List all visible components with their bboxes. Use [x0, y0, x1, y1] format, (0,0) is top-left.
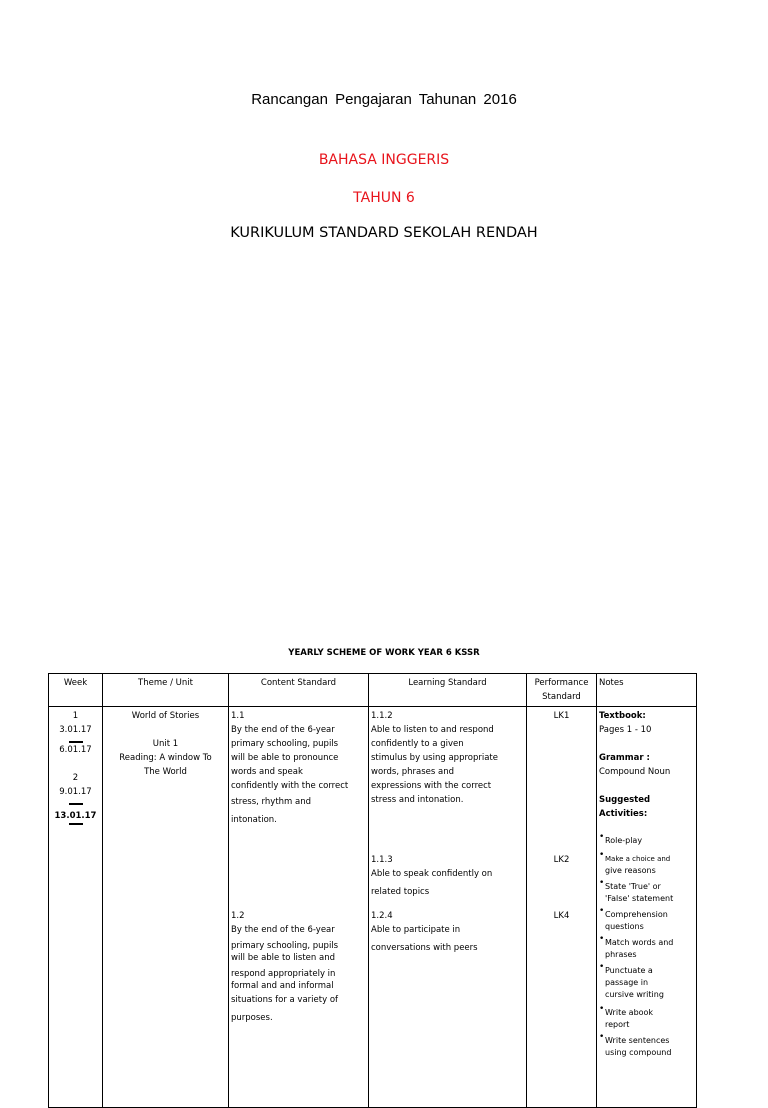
activity-text: give reasons [605, 866, 656, 875]
header-content-standard: Content Standard [229, 674, 369, 707]
content-text: intonation. [231, 815, 277, 825]
activity-item [599, 962, 694, 1001]
activity-item [599, 832, 694, 847]
bullet-icon: • [599, 878, 605, 888]
activities-label: Suggested Activities: [599, 795, 651, 819]
learning-text: related topics [371, 887, 430, 897]
activity-text: Punctuate a [605, 966, 653, 975]
activity-text: Match words and [605, 938, 674, 947]
activity-text: phrases [605, 950, 637, 959]
header-notes: Notes [597, 674, 697, 707]
learning-standard-cell [369, 707, 527, 1108]
learning-text: expressions with the correct [371, 781, 492, 791]
activity-item [599, 850, 694, 877]
header-week: Week [49, 674, 103, 707]
content-text: By the end of the 6-year [231, 725, 335, 735]
content-code: 1.1 [231, 711, 245, 721]
header-learning-standard: Learning Standard [369, 674, 527, 707]
unit-label: Unit 1 [152, 739, 179, 749]
activity-text: passage in [605, 978, 649, 987]
bullet-icon: • [599, 1004, 605, 1014]
table-header-row [49, 674, 697, 707]
table-title: YEARLY SCHEME OF WORK YEAR 6 KSSR [288, 648, 480, 658]
learning-text: Able to participate in [371, 925, 461, 935]
table-row [49, 707, 697, 1108]
content-text: purposes. [231, 1013, 273, 1023]
content-text: respond appropriately in [231, 969, 336, 979]
bullet-icon: • [599, 962, 605, 972]
activity-text: Write sentences [605, 1036, 670, 1045]
activity-item [599, 878, 694, 905]
performance-level: LK1 [553, 711, 570, 721]
content-text: confidently with the correct [231, 781, 349, 791]
performance-level: LK4 [553, 911, 570, 921]
theme-cell [103, 707, 229, 1108]
bullet-icon: • [599, 906, 605, 916]
week-date: 3.01.17 [59, 725, 92, 735]
notes-cell [597, 707, 697, 1108]
unit-title: Reading: A window To [119, 753, 212, 763]
header-performance-standard: Performance Standard [527, 674, 597, 707]
textbook-label: Textbook: [599, 711, 646, 721]
activity-item [599, 1032, 694, 1059]
content-text: By the end of the 6-year [231, 925, 335, 935]
activity-text: State 'True' or [605, 882, 661, 891]
content-text: situations for a variety of [231, 995, 339, 1005]
content-standard-cell [229, 707, 369, 1108]
learning-text: stress and intonation. [371, 795, 464, 805]
grammar-value: Compound Noun [599, 767, 671, 777]
activity-text: Comprehension [605, 910, 668, 919]
activity-text: report [605, 1020, 630, 1029]
performance-level: LK2 [553, 855, 570, 865]
bullet-icon: • [599, 850, 605, 860]
content-text: formal and and informal [231, 981, 334, 991]
activity-text: Write abook [605, 1008, 654, 1017]
learning-text: words, phrases and [371, 767, 454, 777]
scheme-table [48, 673, 697, 1108]
document-title: Rancangan Pengajaran Tahunan 2016 [251, 91, 517, 108]
activity-text: questions [605, 922, 644, 931]
activity-text: 'False' statement [605, 894, 674, 903]
content-text: stress, rhythm and [231, 797, 312, 807]
dash-mark [69, 803, 83, 805]
curriculum-heading: KURIKULUM STANDARD SEKOLAH RENDAH [230, 225, 538, 241]
content-code: 1.2 [231, 911, 245, 921]
header-theme: Theme / Unit [103, 674, 229, 707]
week-number: 2 [72, 773, 79, 783]
bullet-icon: • [599, 934, 605, 944]
performance-standard-cell [527, 707, 597, 1108]
year-heading: TAHUN 6 [353, 190, 415, 206]
content-text: will be able to listen and [231, 953, 335, 963]
activity-text: using compound [605, 1048, 672, 1057]
learning-code: 1.1.3 [371, 855, 393, 865]
textbook-pages: Pages 1 - 10 [599, 725, 652, 735]
learning-code: 1.2.4 [371, 911, 393, 921]
activity-text: Role-play [605, 836, 643, 845]
activity-item [599, 1004, 694, 1031]
learning-text: Able to listen to and respond [371, 725, 494, 735]
learning-text: conversations with peers [371, 943, 478, 953]
learning-text: stimulus by using appropriate [371, 753, 498, 763]
content-text: primary schooling, pupils [231, 941, 339, 951]
unit-title: The World [144, 767, 187, 777]
week-date: 13.01.17 [54, 811, 97, 821]
week-cell [49, 707, 103, 1108]
dash-mark [69, 823, 83, 825]
content-text: primary schooling, pupils [231, 739, 339, 749]
theme-name: World of Stories [131, 711, 200, 721]
content-text: will be able to pronounce [231, 753, 339, 763]
content-text: words and speak [231, 767, 303, 777]
bullet-icon: • [599, 1032, 605, 1042]
learning-code: 1.1.2 [371, 711, 393, 721]
activity-text: Make a choice and [605, 855, 671, 863]
learning-text: confidently to a given [371, 739, 464, 749]
bullet-icon: • [599, 832, 605, 842]
week-number: 1 [72, 711, 79, 721]
activity-item [599, 906, 694, 933]
week-date: 6.01.17 [59, 745, 92, 755]
activity-item [599, 934, 694, 961]
week-date: 9.01.17 [59, 787, 92, 797]
activity-text: cursive writing [605, 990, 664, 999]
subject-heading: BAHASA INGGERIS [318, 152, 450, 168]
learning-text: Able to speak confidently on [371, 869, 493, 879]
grammar-label: Grammar : [599, 753, 650, 763]
